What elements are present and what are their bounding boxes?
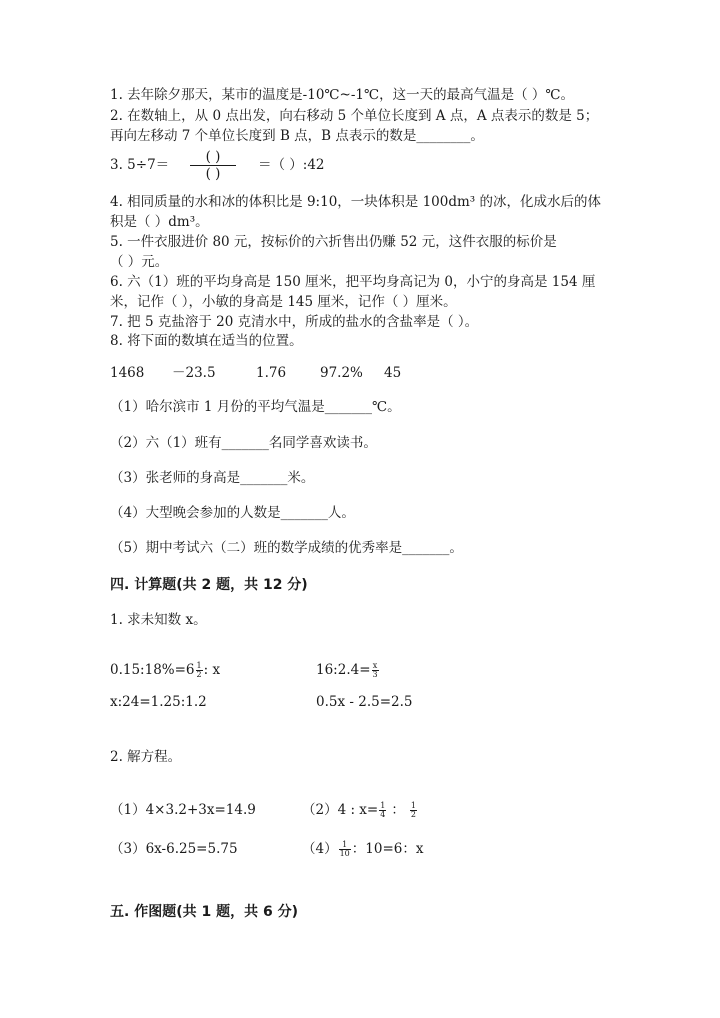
calc-2-title: 2. 解方程。 xyxy=(110,749,182,765)
question-1: 1. 去年除夕那天，某市的温度是-10℃~-1℃，这一天的最高气温是（ ）℃。 xyxy=(110,87,574,103)
question-8: 8. 将下面的数填在适当的位置。 xyxy=(110,333,303,349)
question-3-fraction-denominator: ( ) xyxy=(205,166,221,182)
fraction-numerator: 1 xyxy=(410,801,416,810)
equation-text: 0.15:18%=6 xyxy=(110,662,195,678)
equation-text: （2）4 : x= xyxy=(302,802,379,818)
question-3-fraction-numerator: ( ) xyxy=(190,149,236,166)
question-3-fraction xyxy=(190,149,236,182)
question-4-line-1: 4. 相同质量的水和冰的体积比是 9:10，一块体积是 100dm³ 的冰，化成水后的体 xyxy=(110,194,601,210)
number-item: 45 xyxy=(384,365,402,381)
question-6-line-2: 米，记作（ ），小敏的身高是 145 厘米，记作（ ）厘米。 xyxy=(110,294,457,310)
fill-item-2: （2）六（1）班有_______名同学喜欢读书。 xyxy=(110,435,377,451)
fraction-denominator: 10 xyxy=(339,849,350,858)
question-3-suffix: ＝（ ）:42 xyxy=(258,157,325,173)
question-6-line-1: 6. 六（1）班的平均身高是 150 厘米，把平均身高记为 0，小宁的身高是 154 厘 xyxy=(110,274,596,290)
equation-text: （4） xyxy=(302,841,338,857)
fraction-numerator: x xyxy=(372,661,378,670)
section-5-title: 五. 作图题(共 1 题，共 6 分) xyxy=(110,904,298,920)
fraction-numerator: 1 xyxy=(196,661,202,670)
fraction-denominator: 3 xyxy=(372,670,378,679)
calc-2-equation-3: （3）6x-6.25=5.75 xyxy=(110,841,238,857)
equation-text: : x xyxy=(203,662,221,678)
equation-text: 16:2.4= xyxy=(316,662,371,678)
fill-item-5: （5）期中考试六（二）班的数学成绩的优秀率是_______。 xyxy=(110,540,463,556)
fill-item-4: （4）大型晚会参加的人数是_______人。 xyxy=(110,505,355,521)
equation-text: ：10=6：x xyxy=(351,841,424,857)
equation-text: ： xyxy=(391,802,405,818)
fraction xyxy=(339,841,351,858)
calc-1-equation-4: 0.5x - 2.5=2.5 xyxy=(316,694,413,710)
fraction xyxy=(410,802,417,819)
question-7: 7. 把 5 克盐溶于 20 克清水中，所成的盐水的含盐率是（ ）。 xyxy=(110,314,479,330)
fraction-numerator: 1 xyxy=(380,801,386,810)
fill-item-3: （3）张老师的身高是_______米。 xyxy=(110,470,315,486)
question-3-prefix: 3. 5÷7＝ xyxy=(110,157,170,173)
question-5-line-2: （ ）元。 xyxy=(110,254,169,270)
calc-1-title: 1. 求未知数 x。 xyxy=(110,612,207,628)
calc-2-equation-2 xyxy=(302,801,418,819)
calc-1-equation-3: x:24=1.25:1.2 xyxy=(110,694,207,710)
question-4-line-2: 积是（ ）dm³。 xyxy=(110,214,209,230)
fraction xyxy=(196,662,203,679)
fill-item-1: （1）哈尔滨市 1 月份的平均气温是_______℃。 xyxy=(110,399,401,415)
question-2-line-1: 2. 在数轴上，从 0 点出发，向右移动 5 个单位长度到 A 点，A 点表示的数是 5； xyxy=(110,108,599,124)
calc-2-equation-1: （1）4×3.2+3x=14.9 xyxy=(110,802,256,818)
question-5-line-1: 5. 一件衣服进价 80 元，按标价的六折售出仍赚 52 元，这件衣服的标价是 xyxy=(110,234,557,250)
calc-2-equation-4 xyxy=(302,840,423,858)
fraction-denominator: 2 xyxy=(410,810,416,819)
fraction-numerator: 1 xyxy=(339,841,351,850)
number-item: －23.5 xyxy=(172,365,216,381)
calc-1-equation-1 xyxy=(110,661,220,679)
fraction xyxy=(379,802,386,819)
fraction xyxy=(372,662,379,679)
number-item: 1468 xyxy=(110,365,145,381)
number-item: 97.2% xyxy=(320,365,363,381)
fraction-denominator: 4 xyxy=(380,810,386,819)
section-4-title: 四. 计算题(共 2 题，共 12 分) xyxy=(110,577,308,593)
fraction-denominator: 2 xyxy=(196,670,202,679)
question-2-line-2: 再向左移动 7 个单位长度到 B 点，B 点表示的数是________。 xyxy=(110,128,484,144)
number-item: 1.76 xyxy=(256,365,287,381)
calc-1-equation-2 xyxy=(316,661,380,679)
